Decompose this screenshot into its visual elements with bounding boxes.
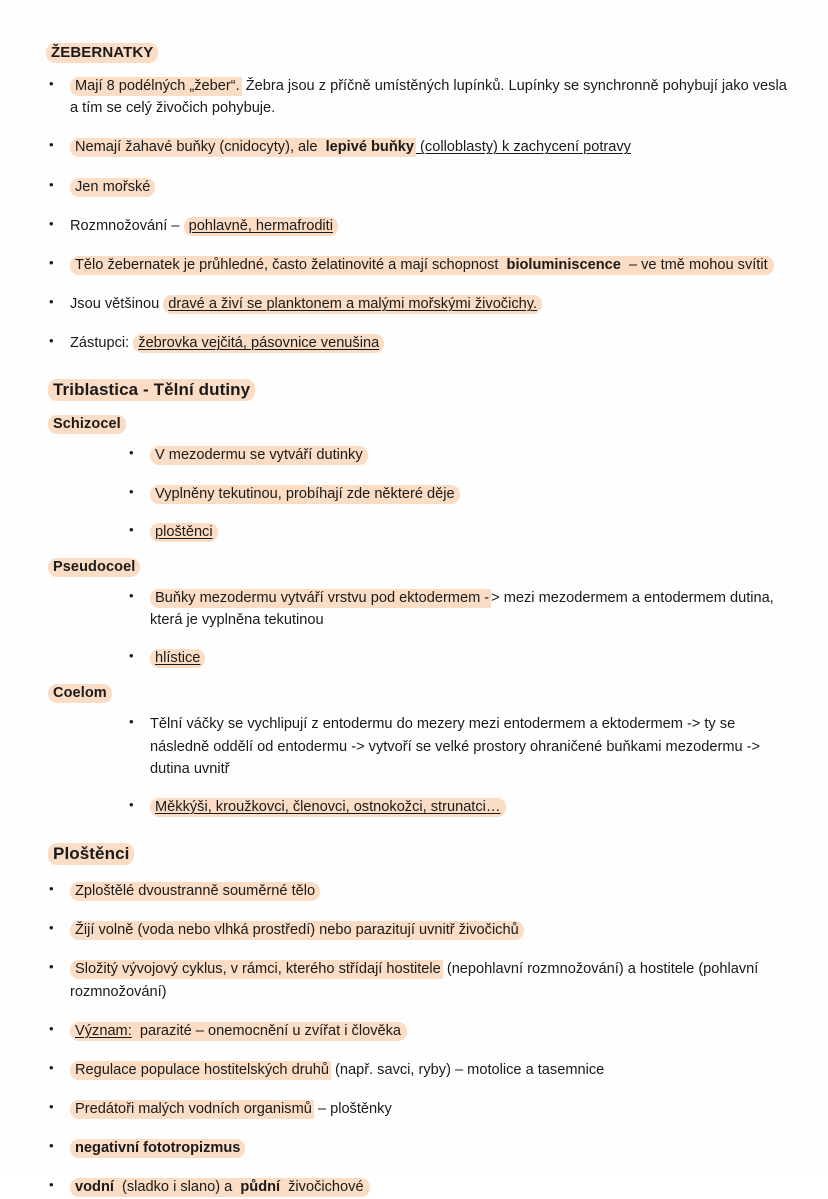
heading-coelom (48, 685, 788, 701)
list-item (126, 796, 788, 818)
bullet-text-fragment: > mezi mezodermem a entodermem dutina, která je vyplněna tekutinou (150, 589, 774, 629)
bullet-text-fragment: Predátoři malých vodních organismů (70, 1100, 314, 1119)
bullet-text-fragment: Mají 8 podélných „žeber“. (70, 77, 242, 96)
bullet-text-fragment: živočichové (282, 1178, 370, 1197)
bullet-list-pseudocoel (126, 587, 788, 670)
bullet-text-fragment: – ve tmě mohou svítit (623, 256, 774, 275)
list-item (126, 483, 788, 505)
list-item (46, 1176, 788, 1198)
bullet-text-fragment: (např. savci, ryby) – motolice a tasemnice (330, 1061, 605, 1078)
bullet-text-fragment: (sladko i slano) a (117, 1179, 237, 1196)
bullet-text-fragment: pohlavně, hermafroditi (184, 217, 338, 236)
list-item (126, 713, 788, 780)
bullet-text-fragment: hlístice (150, 649, 205, 668)
bullet-text-fragment-bold: vodní (70, 1178, 116, 1197)
bullet-text-fragment: Tělní váčky se vychlipují z entodermu do mezery mezi entodermem a ektodermem -> ty se následně oddělí od entodermu -> vytvoří se velké prostory ohraničené buňkami mezodermu -> dutina uvnitř (150, 716, 761, 777)
list-item (46, 1137, 788, 1159)
heading-triblastica (48, 380, 788, 400)
section-plostenci (46, 844, 788, 1199)
bullet-text-fragment: Tělo žebernatek je průhledné, často želatinovité a mají schopnost (70, 256, 505, 275)
heading-zebernatky-text: ŽEBERNATKY (46, 43, 158, 63)
bullet-text-fragment: dravé a živí se planktonem a malými mořskými živočichy. (163, 295, 542, 314)
section-triblastica (46, 380, 788, 818)
bullet-text-fragment: Buňky mezodermu vytváří vrstvu pod ektodermem - (150, 589, 491, 608)
bullet-text-fragment: (nepohlavní rozmnožování) a hostitele (pohlavní rozmnožování) (70, 961, 759, 1000)
heading-schizocel (48, 416, 788, 432)
list-item (126, 587, 788, 631)
bullet-text-fragment: ploštěnci (150, 523, 218, 542)
list-item (46, 919, 788, 941)
list-item (126, 521, 788, 543)
heading-schizocel-text: Schizocel (48, 415, 126, 434)
bullet-text-fragment: (colloblasty) k zachycení potravy (416, 139, 631, 156)
list-item (46, 254, 788, 276)
heading-pseudocoel (48, 559, 788, 575)
list-item (46, 293, 788, 315)
bullet-text-fragment: Zploštělé dvoustranně souměrné tělo (70, 882, 320, 901)
bullet-text-fragment: – ploštěnky (313, 1101, 392, 1118)
bullet-text-fragment: Složitý vývojový cyklus, v rámci, kterého střídají hostitele (70, 960, 443, 979)
list-item (46, 1059, 788, 1081)
bullet-text-fragment-bold: negativní fototropizmus (70, 1139, 245, 1158)
list-item (46, 176, 788, 198)
section-zebernatky (46, 44, 788, 354)
heading-pseudocoel-text: Pseudocoel (48, 558, 140, 577)
bullet-text-fragment-bold: půdní (240, 1179, 281, 1196)
bullet-text-fragment: Nemají žahavé buňky (cnidocyty), ale (70, 138, 324, 157)
bullet-text-fragment-bold: bioluminiscence (506, 256, 621, 273)
bullet-text-fragment: Měkkýši, kroužkovci, členovci, ostnokožci, strunatci… (150, 798, 506, 817)
bullet-text-fragment: Význam: (70, 1022, 134, 1041)
bullet-text-fragment: Jsou většinou (70, 296, 164, 313)
list-item (46, 1098, 788, 1120)
heading-zebernatky (46, 44, 788, 61)
list-item (126, 444, 788, 466)
bullet-text-fragment: Žijí volně (voda nebo vlhká prostředí) nebo parazitují uvnitř živočichů (70, 921, 524, 940)
list-item (46, 75, 788, 119)
bullet-text-fragment: V mezodermu se vytváří dutinky (150, 446, 368, 465)
list-item (46, 958, 788, 1002)
bullet-text-fragment: Žebra jsou z příčně umístěných lupínků. Lupínky se synchronně pohybují jako vesla a tím se celý živočich pohybuje. (70, 78, 787, 117)
bullet-text-fragment: žebrovka vejčitá, pásovnice venušina (133, 334, 384, 353)
bullet-list-coelom (126, 713, 788, 818)
bullet-text-fragment-bold: lepivé buňky (325, 139, 414, 156)
bullet-text-fragment: parazité – onemocnění u zvířat i člověka (134, 1022, 407, 1041)
list-item (46, 136, 788, 158)
list-item (46, 880, 788, 902)
list-item (46, 215, 788, 237)
bullet-list-schizocel (126, 444, 788, 543)
bullet-text-fragment: Jen mořské (70, 178, 155, 197)
bullet-text-fragment: Zástupci: (70, 335, 134, 352)
list-item (46, 332, 788, 354)
bullet-text-fragment: Regulace populace hostitelských druhů (70, 1061, 331, 1080)
heading-plostenci-text: Ploštěnci (48, 843, 134, 865)
heading-coelom-text: Coelom (48, 684, 112, 703)
list-item (46, 1020, 788, 1042)
heading-triblastica-text: Triblastica - Tělní dutiny (48, 379, 255, 401)
heading-plostenci (48, 844, 788, 864)
bullet-text-fragment: Vyplněny tekutinou, probíhají zde některé děje (150, 485, 460, 504)
bullet-text-fragment: Rozmnožování – (70, 217, 184, 234)
list-item (126, 647, 788, 669)
bullet-list-zebernatky (46, 75, 788, 354)
bullet-list-plostenci (46, 880, 788, 1199)
